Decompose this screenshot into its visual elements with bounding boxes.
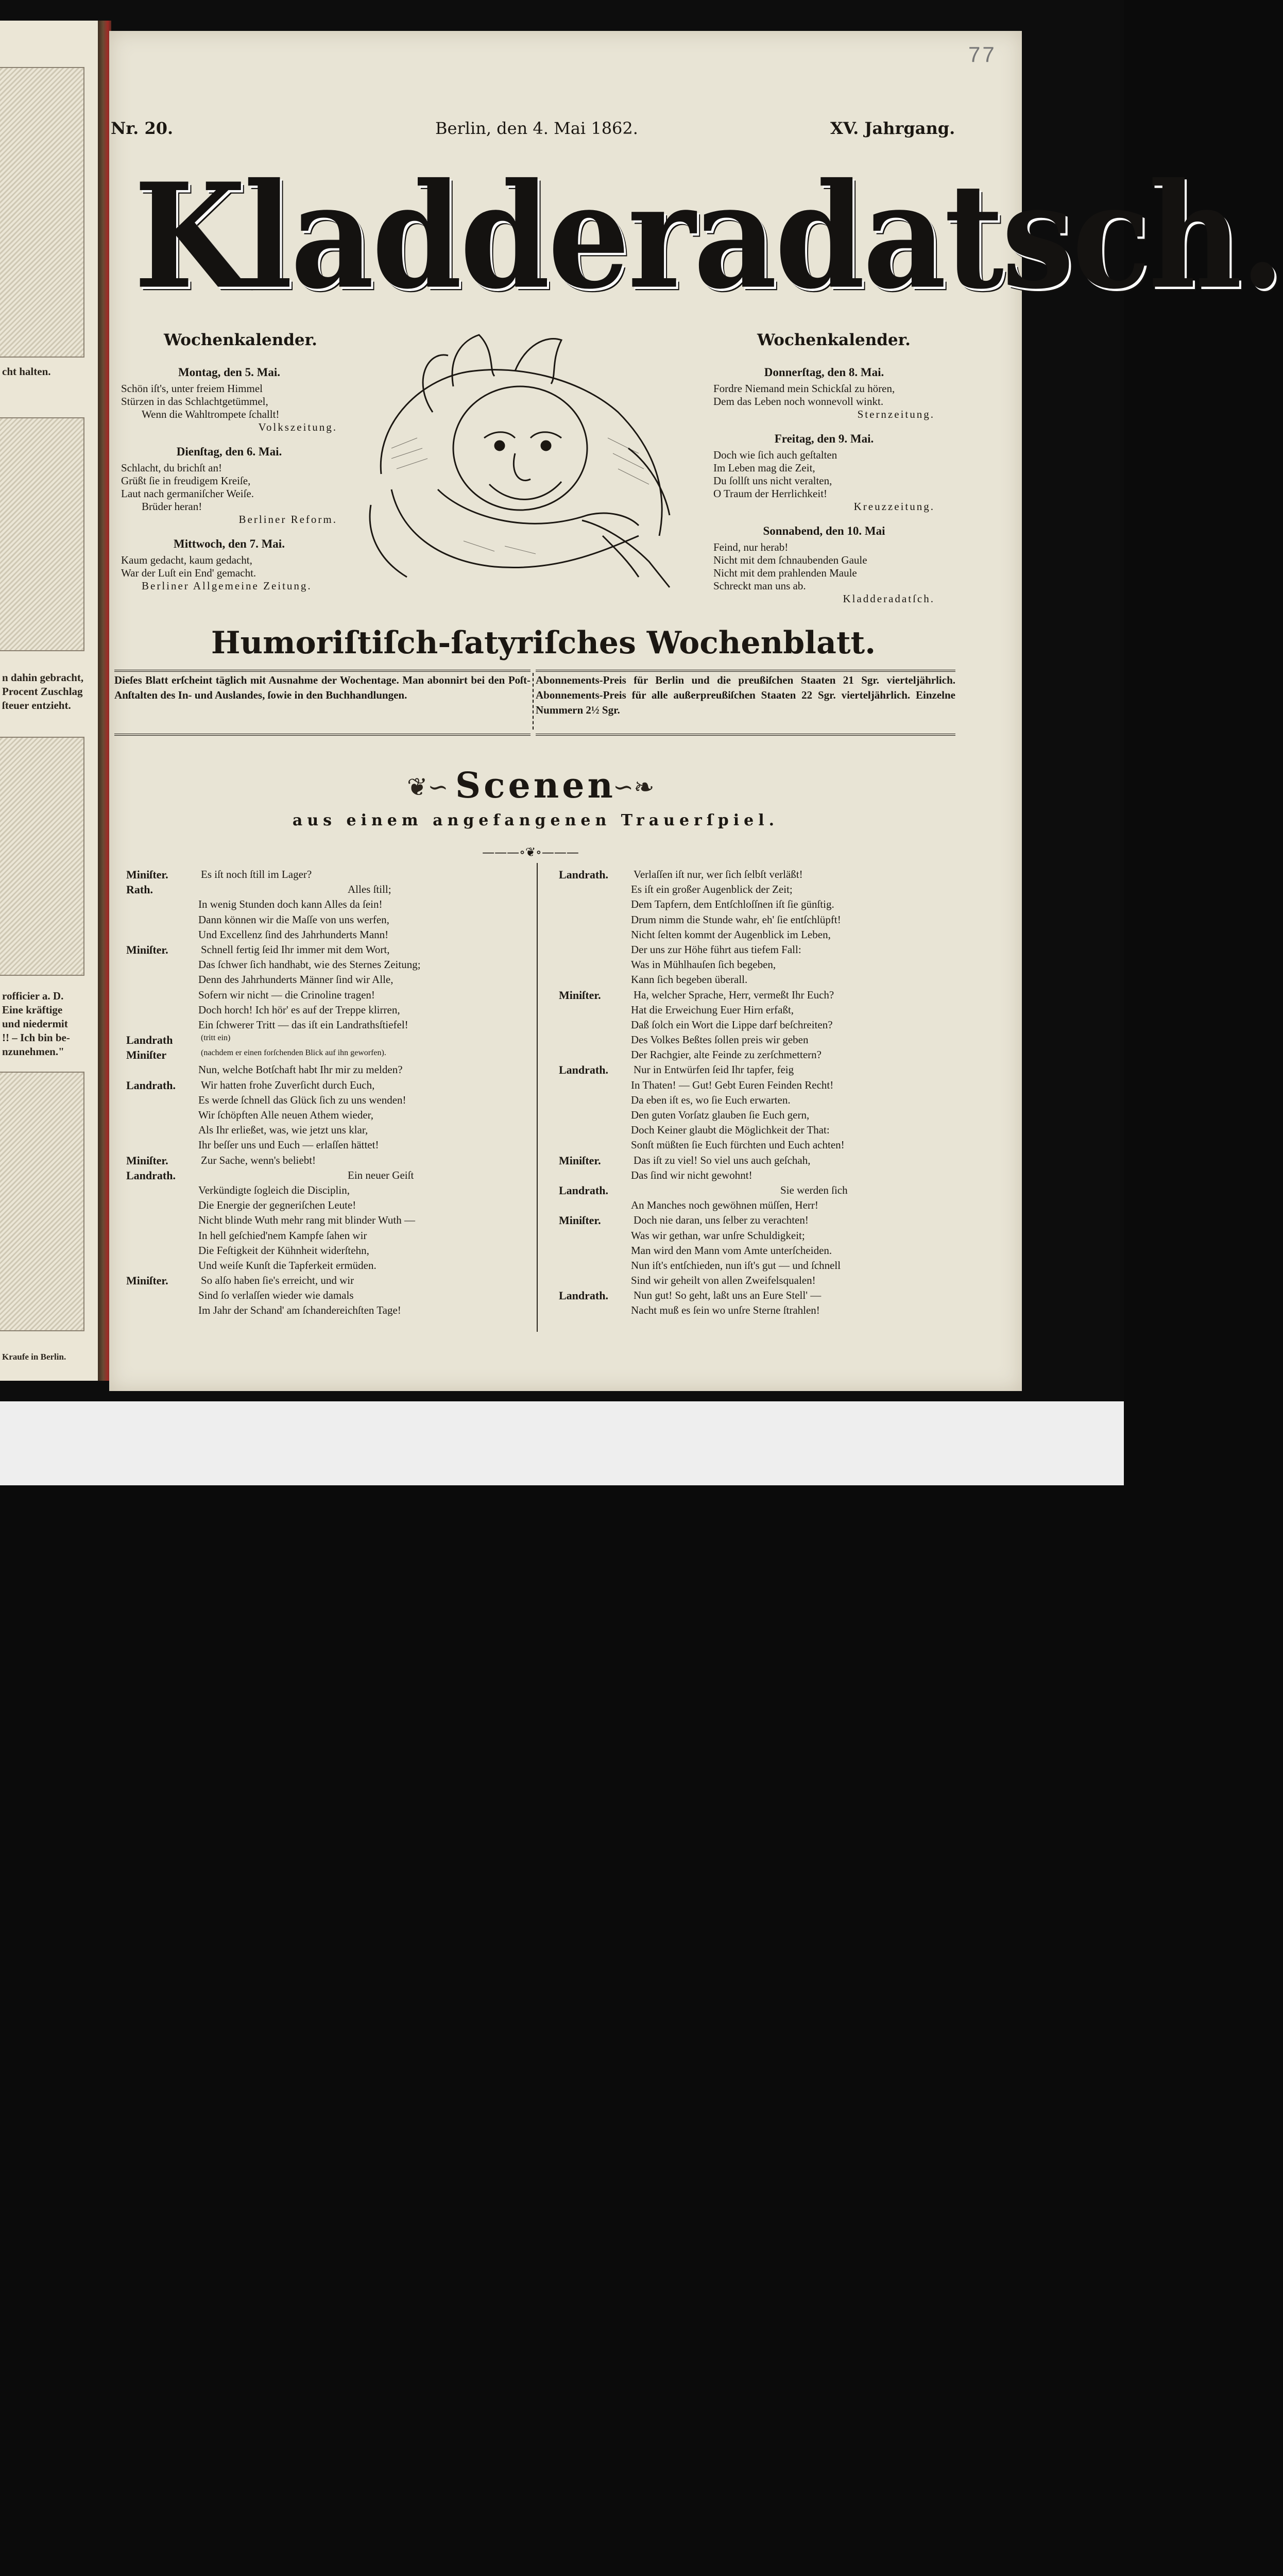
speaker-name: Landrath. [559, 1183, 608, 1197]
dateline: Berlin, den 4. Mai 1862. [435, 118, 638, 138]
verse-text: Alles ſtill; [348, 883, 391, 896]
verse-text: Und Excellenz ſind des Jahrhunderts Mann! [198, 928, 389, 941]
play-column-right [559, 868, 966, 1319]
article-title: Scenen [455, 765, 616, 806]
play-line [559, 883, 966, 898]
previous-page-fragment: Eine kräftige [2, 1004, 63, 1016]
verse-text: Doch nie daran, uns ſelber zu verachten! [634, 1214, 809, 1227]
calendar-source: Kladderadatſch. [843, 592, 935, 605]
verse-text: Schnell fertig ſeid Ihr immer mit dem Wort, [201, 943, 390, 956]
play-line [559, 1199, 966, 1214]
verse-text: Was wir gethan, war unſre Schuldigkeit; [631, 1229, 805, 1242]
stage-direction: (nachdem er einen forſchenden Blick auf ihn geworfen). [201, 1048, 386, 1058]
play-line [126, 1184, 533, 1199]
play-line [559, 1063, 966, 1078]
verse-text: Denn des Jahrhunderts Männer ſind wir Alle, [198, 973, 394, 986]
verse-text: So alſo haben ſie's erreicht, und wir [201, 1274, 354, 1287]
verse-text: Verlaſſen iſt nur, wer ſich ſelbſt verläßt! [634, 868, 803, 880]
speaker-name: Landrath. [559, 868, 608, 881]
verse-text: Ein neuer Geiſt [348, 1168, 414, 1181]
play-line [126, 1139, 533, 1154]
play-line [126, 1274, 533, 1289]
speaker-name: Miniſter. [126, 1274, 168, 1287]
stage-direction: (tritt ein) [201, 1033, 231, 1043]
play-line [559, 1079, 966, 1094]
verse-text: An Manches noch gewöhnen müſſen, Herr! [631, 1199, 818, 1212]
play-line [126, 913, 533, 928]
play-line [126, 943, 533, 958]
calendar-heading-right: Wochenkalender. [757, 331, 911, 349]
play-line [559, 1048, 966, 1063]
play-line [126, 1259, 533, 1274]
verse-text: Es werde ſchnell das Glück ſich zu uns wenden! [198, 1093, 406, 1106]
play-line [126, 1079, 533, 1094]
speaker-name: Rath. [126, 883, 153, 896]
speaker-name: Landrath [126, 1033, 173, 1047]
calendar-day: Mittwoch, den 7. Mai. [174, 537, 285, 550]
play-line [559, 1214, 966, 1229]
verse-text: Doch Keiner glaubt die Möglichkeit der That: [631, 1124, 830, 1137]
verse-text: Es iſt ein großer Augenblick der Zeit; [631, 883, 793, 896]
verse-text: Den guten Vorſatz glauben ſie Euch gern, [631, 1109, 810, 1121]
verse-text: Ha, welcher Sprache, Herr, vermeßt Ihr Euch? [634, 988, 834, 1001]
calendar-verse-line: Schön iſt's, unter freiem Himmel [121, 382, 263, 395]
play-line [559, 898, 966, 913]
calendar-verse-line: Laut nach germaniſcher Weiſe. [121, 487, 254, 500]
play-line [126, 1004, 533, 1019]
verse-text: Nun iſt's entſchieden, nun iſt's gut — und ſchnell [631, 1259, 841, 1272]
calendar-left [121, 366, 337, 604]
calendar-verse-line: Nicht mit dem ſchnaubenden Gaule [713, 554, 867, 566]
play-line [559, 1154, 966, 1169]
play-line [126, 958, 533, 973]
verse-text: Dem Tapfern, dem Entſchloſſnen iſt ſie günſtig. [631, 898, 834, 911]
verse-text: Hat die Erweichung Euer Hirn erfaßt, [631, 1003, 794, 1016]
speaker-name: Miniſter. [126, 1154, 168, 1167]
verse-text: In wenig Stunden doch kann Alles da ſein! [198, 898, 383, 911]
play-line [559, 989, 966, 1004]
previous-page-fragment: rofficier a. D. [2, 990, 64, 1002]
calendar-verse-line: Schlacht, du brichſt an! [121, 462, 222, 474]
calendar-verse-line: Fordre Niemand mein Schickſal zu hören, [713, 382, 895, 395]
verse-text: Des Volkes Beßtes ſollen preis wir geben [631, 1033, 809, 1046]
play-line [559, 868, 966, 883]
calendar-source: Berliner Reform. [238, 513, 337, 526]
play-line [559, 1019, 966, 1033]
calendar-verse-line: Im Leben mag die Zeit, [713, 462, 815, 474]
play-line [126, 973, 533, 988]
verse-text: Ihr beſſer uns und Euch — erlaſſen hättet! [198, 1139, 379, 1151]
verse-text: Ein ſchwerer Tritt — das iſt ein Landrathsſtiefel! [198, 1018, 408, 1031]
play-line [126, 1033, 533, 1048]
calendar-day: Donnerſtag, den 8. Mai. [764, 366, 884, 379]
play-line [559, 1244, 966, 1259]
previous-page-fragment: ſteuer entzieht. [2, 699, 71, 711]
play-line [559, 943, 966, 958]
speaker-name: Miniſter. [559, 1214, 601, 1227]
calendar-verse-line: Brüder heran! [142, 500, 202, 513]
calendar-day: Dienſtag, den 6. Mai. [176, 445, 282, 458]
verse-text: Der uns zur Höhe führt aus tiefem Fall: [631, 943, 801, 956]
play-line [126, 1199, 533, 1214]
play-line [126, 1109, 533, 1124]
verse-text: Die Energie der gegneriſchen Leute! [198, 1199, 356, 1212]
calendar-verse-line: Schreckt man uns ab. [713, 580, 806, 592]
verse-text: Im Jahr der Schand' am ſchandereichſten Tage! [198, 1304, 401, 1317]
play-line [559, 973, 966, 988]
play-line [559, 1004, 966, 1019]
verse-text: Der Rachgier, alte Feinde zu zerſchmettern? [631, 1048, 822, 1061]
verse-text: Wir ſchöpften Alle neuen Athem wieder, [198, 1109, 374, 1121]
verse-text: Es iſt noch ſtill im Lager? [201, 868, 312, 880]
verse-text: Kann ſich begeben überall. [631, 973, 748, 986]
verse-text: Was in Mühlhauſen ſich begeben, [631, 958, 776, 971]
verse-text: In Thaten! — Gut! Gebt Euren Feinden Recht! [631, 1078, 834, 1091]
speaker-name: Miniſter [126, 1048, 167, 1062]
verse-text: Nur in Entwürfen ſeid Ihr tapfer, feig [634, 1063, 794, 1076]
verse-text: Daß ſolch ein Wort die Lippe darf beſchreiten? [631, 1018, 833, 1031]
play-line [126, 1048, 533, 1063]
previous-page-edge [0, 21, 104, 1381]
speaker-name: Landrath. [559, 1063, 608, 1077]
divider-ornament: ———∘❦∘——— [482, 845, 579, 859]
play-line [126, 1289, 533, 1304]
notice-left [114, 670, 531, 736]
play-line [559, 1109, 966, 1124]
verse-text: Sie werden ſich [780, 1183, 848, 1196]
play-line [126, 883, 533, 898]
calendar-source: Sternzeitung. [857, 408, 935, 420]
calendar-verse-line: Feind, nur herab! [713, 541, 789, 553]
verse-text: Drum nimm die Stunde wahr, eh' ſie entſchlüpft! [631, 913, 841, 926]
verse-text: Das iſt zu viel! So viel uns auch geſchah, [634, 1154, 811, 1166]
play-line [126, 1244, 533, 1259]
verse-text: Als Ihr erließet, was, wie jetzt uns klar, [198, 1124, 368, 1137]
previous-page-fragment: und niedermit [2, 1018, 68, 1030]
calendar-verse-line: Dem das Leben noch wonnevoll winkt. [713, 395, 884, 408]
previous-page-fragment: Procent Zuschlag [2, 685, 83, 698]
play-line [126, 1229, 533, 1244]
previous-page-illustration [0, 1072, 84, 1331]
play-line [559, 1304, 966, 1319]
notice-divider [533, 673, 534, 730]
play-line [126, 1214, 533, 1229]
verse-text: Nicht ſelten kommt der Augenblick im Leben, [631, 928, 831, 941]
previous-page-fragment: cht halten. [2, 365, 51, 378]
calendar-verse-line: Grüßt ſie in freudigem Kreiſe, [121, 474, 251, 487]
article-subtitle: aus einem angefangenen Trauerſpiel. [292, 811, 779, 829]
masthead-title: Kladderadatsch. [134, 151, 1283, 321]
play-line [559, 1169, 966, 1184]
speaker-name: Landrath. [126, 1078, 176, 1092]
verse-text: In hell geſchied'nem Kampfe ſahen wir [198, 1229, 367, 1242]
play-line [559, 1259, 966, 1274]
play-line [126, 989, 533, 1004]
play-line [126, 1094, 533, 1109]
previous-page-fragment: !! – Ich bin be- [2, 1031, 70, 1044]
previous-page-fragment: Kraufe in Berlin. [2, 1352, 66, 1362]
verse-text: Nun, welche Botſchaft habt Ihr mir zu melden? [198, 1063, 403, 1076]
verse-text: Nun gut! So geht, laßt uns an Eure Stell' — [634, 1289, 822, 1302]
verse-text: Wir hatten frohe Zuverſicht durch Euch, [201, 1078, 375, 1091]
play-line [126, 868, 533, 883]
play-line [559, 1289, 966, 1304]
calendar-day: Montag, den 5. Mai. [178, 366, 281, 379]
verse-text: Sind wir geheilt von allen Zweifelsqualen! [631, 1274, 816, 1287]
verse-text: Nicht blinde Wuth mehr rang mit blinder Wuth — [198, 1214, 415, 1227]
calendar-verse-line: Du ſollſt uns nicht veralten, [713, 474, 832, 487]
issue-number: Nr. 20. [111, 118, 174, 138]
verse-text: Das ſind wir nicht gewohnt! [631, 1168, 752, 1181]
play-line [126, 898, 533, 913]
verse-text: Da eben iſt es, wo ſie Euch erwarten. [631, 1093, 791, 1106]
calendar-right [713, 366, 935, 617]
calendar-source: Kreuzzeitung. [853, 500, 935, 513]
calendar-verse-line: O Traum der Herrlichkeit! [713, 487, 828, 500]
title-ornament-right: ∽❧ [613, 773, 655, 802]
pencil-page-number: 77 [968, 42, 997, 66]
play-line [559, 1184, 966, 1199]
calendar-verse-line: Stürzen in das Schlachtgetümmel, [121, 395, 268, 408]
verse-text: Und weiſe Kunſt die Tapferkeit ermüden. [198, 1259, 377, 1272]
notice-right-text: Abonnements-Preis für Berlin und die preußiſchen Staaten 21 Sgr. vierteljährlich. Abonnements-Preis für alle außerpreußiſchen Staaten 22 Sgr. vierteljährlich. Einzelne Nummern 2½ Sgr. [536, 674, 955, 716]
newspaper-subtitle: Humoriſtiſch-ſatyriſches Wochenblatt. [211, 625, 876, 661]
verse-text: Dann können wir die Maſſe von uns werfen, [198, 913, 389, 926]
play-line [126, 1063, 533, 1078]
play-line [559, 1274, 966, 1289]
calendar-day: Freitag, den 9. Mai. [774, 432, 874, 445]
verse-text: Sind ſo verlaſſen wieder wie damals [198, 1289, 354, 1302]
notice-left-text: Dieſes Blatt erſcheint täglich mit Ausnahme der Wochentage. Man abonnirt bei den Poſt-Anſtalten des In- und Auslandes, ſowie in den Buchhandlungen. [114, 674, 531, 701]
calendar-source: Volkszeitung. [258, 421, 337, 433]
calendar-verse-line: War der Luſt ein End' gemacht. [121, 567, 256, 579]
previous-page-illustration [0, 737, 84, 976]
speaker-name: Miniſter. [559, 988, 601, 1002]
play-line [126, 1124, 533, 1139]
speaker-name: Landrath. [559, 1289, 608, 1302]
verse-text: Zur Sache, wenn's beliebt! [201, 1154, 316, 1166]
play-line [559, 928, 966, 943]
previous-page-fragment: nzunehmen." [2, 1045, 64, 1058]
verse-text: Die Feſtigkeit der Kühnheit widerſtehn, [198, 1244, 369, 1257]
play-line [559, 1229, 966, 1244]
speaker-name: Miniſter. [126, 868, 168, 881]
speaker-name: Miniſter. [559, 1154, 601, 1167]
play-column-left [126, 868, 533, 1319]
play-line [126, 1304, 533, 1319]
previous-page-illustration [0, 67, 84, 358]
volume-label: XV. Jahrgang. [830, 118, 955, 138]
play-line [126, 1019, 533, 1033]
verse-text: Sofern wir nicht — die Crinoline tragen! [198, 988, 375, 1001]
calendar-verse-line: Nicht mit dem prahlenden Maule [713, 567, 857, 579]
verse-text: Doch horch! Ich hör' es auf der Treppe klirren, [198, 1003, 400, 1016]
mascot-illustration [361, 319, 680, 608]
previous-page-illustration [0, 417, 84, 651]
notice-right [536, 670, 955, 736]
play-line [559, 1094, 966, 1109]
speaker-name: Miniſter. [126, 943, 168, 956]
calendar-verse-line: Doch wie ſich auch geſtalten [713, 449, 837, 461]
play-line [126, 1169, 533, 1184]
calendar-source: Berliner Allgemeine Zeitung. [142, 580, 312, 592]
verse-text: Man wird den Mann vom Amte unterſcheiden. [631, 1244, 832, 1257]
calendar-heading-left: Wochenkalender. [164, 331, 317, 349]
play-line [559, 1139, 966, 1154]
play-line [126, 928, 533, 943]
calendar-day: Sonnabend, den 10. Mai [763, 524, 885, 537]
play-line [559, 958, 966, 973]
play-line [559, 1033, 966, 1048]
calendar-verse-line: Wenn die Wahltrompete ſchallt! [142, 408, 280, 420]
verse-text: Sonſt müßten ſie Euch fürchten und Euch achten! [631, 1139, 845, 1151]
previous-page-fragment: n dahin gebracht, [2, 671, 84, 684]
speaker-name: Landrath. [126, 1168, 176, 1182]
footer-bar [0, 1401, 1124, 1485]
verse-text: Das ſchwer ſich handhabt, wie des Sternes Zeitung; [198, 958, 421, 971]
column-divider [537, 863, 538, 1332]
play-line [126, 1154, 533, 1169]
title-ornament-left: ❦∽ [407, 773, 449, 802]
verse-text: Nacht muß es ſein wo unſre Sterne ſtrahlen! [631, 1304, 820, 1317]
verse-text: Verkündigte ſogleich die Disciplin, [198, 1183, 350, 1196]
calendar-verse-line: Kaum gedacht, kaum gedacht, [121, 554, 252, 566]
play-line [559, 913, 966, 928]
play-line [559, 1124, 966, 1139]
